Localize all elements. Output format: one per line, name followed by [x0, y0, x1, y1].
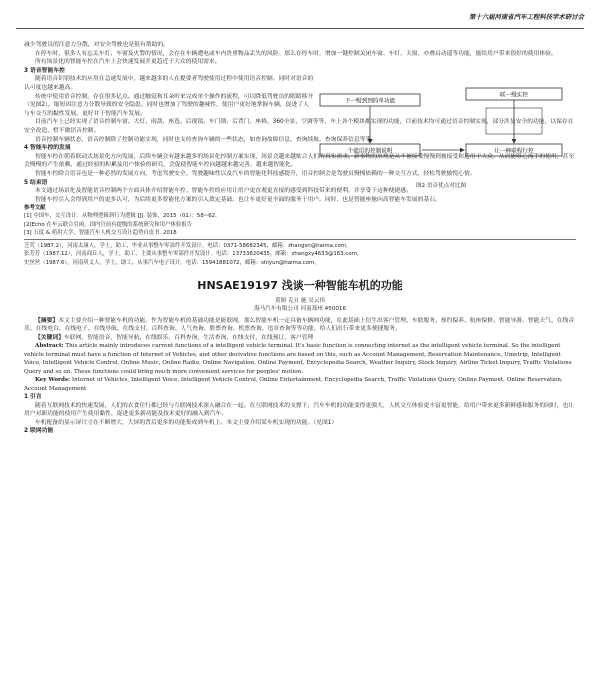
section-3-title: 3 语音智能车控 [24, 67, 65, 74]
section-3-p2: 传统中使用语音控制，存在很多亿点。通过触觉和耳朵听来完成单个操作的流程，可以降低驾驶员的眼睛移开（见图2），缩短因注意力分散导致的安全隐患。同时也增加了驾驶的趣味性，使用户更好地掌握车辆，促进了人与车交互的黏性发展，更好并于智能汽车发展。 [24, 93, 314, 117]
page-content [24, 41, 576, 436]
article-2-authors: 黄图 克且 施 吴云伟 [274, 297, 326, 304]
reference-item: [3] 五度 & 萌用大学，智能汽车人机交互设计趋势自皮书. 2018 [24, 229, 177, 236]
keywords-text: 车联网，智能语音，智能导航，在线娱乐，百科查询，生活查询，在线支付，在线预订，客户管理 [64, 334, 314, 341]
references-title: 参考文献 [24, 205, 46, 212]
section-4-p2: 智能车控除合语音也是一种必然的发展方向，考虑驾驶安全、驾驶趣味性以及汽车的智能化科技感提升，语音控制会是驾驶员慢慢依赖的一种交互方式，轻松驾驶愉悦心情。 [35, 170, 476, 177]
article-2-affiliation: 海马汽车有限公司 河南郑州 450016 [253, 305, 347, 312]
reference-item: [2]Echo 在车云联合引函，国内官前有提级的系统研究和用户体验报告 [24, 221, 192, 228]
section-5-p1: 本文通过场景化及智能语音控制两个方面具体介绍智能车控。智能车控的应用让用户更直观更直接的感受到科技带来的便利，并享受于这种便捷感。 [35, 188, 412, 195]
author-note: 芝荧（1987.2），河南太康人，学士，助工，毕业从事整车零部件开发设计。电话：0371-58682345，邮箱：zhangsn@haima.com。 [24, 243, 352, 250]
abstract-en-label: Abstract: [35, 343, 64, 350]
article-2-abstract-en [24, 342, 576, 376]
intro-line-1: 减少驾驶员的注意力分散，对安全驾驶也是很有帮助的。 [24, 42, 169, 48]
author-note: 张芳芳（1987.12），河南商丘人，学士，助工，主要从事整车零部件开发设计。电话：13733820435，邮箱：zhangxy4633@163.com。 [24, 251, 363, 258]
intro-line-3: 所有场景化的智能车控在汽车上会快速发展并更趋近于大众的使用需求。 [35, 59, 221, 66]
keywords-label: 【关键词】 [35, 334, 64, 341]
keywords-en-label: Key Words: [35, 377, 71, 384]
article-2-section-2-title: 2 联网功能 [24, 428, 54, 435]
figure-2-caption: 图2 语音优点对比图 [415, 183, 467, 189]
section-4-p1: 智能车控在朝着联动式场景化方向发展，后续车辆会有越来越多的场景化控制方案实现，场景会越来越贴合人们的真实需求。新事物的出现是从不被接受慢慢到被接受和适用于大众，从而能够心流手的使用，甚至会慢慢的产生依赖，通过经验的积累及用户体验的研究，会促使智能车控向越越来越完善，越来越智能化。 [24, 153, 575, 169]
article-2-abstract [24, 317, 576, 334]
abstract-label: 【摘要】 [35, 317, 59, 324]
section-4-title: 4 智能车控的发展 [24, 145, 71, 152]
section-5-title: 5 结束语 [24, 179, 48, 186]
keywords-en-text: Internet of Vehicles, Intelligent Voice, Intelligent Vehicle Control, Online Entertainment, Encyclopedia Search, Traffic Violations Query, Online Payment, Online Reservation, Account Management [24, 377, 563, 392]
article-2-section-1-p2: 车机配备的显示屏尺寸在不断增大，大屏的背后更多的功能集成到车机上。本文主要介绍某车机实现的功能。（见图1） [35, 419, 338, 426]
section-3-p1: 随着语音识别技术的应用在急速发展中，越来越多的人在提要者驾驶使用过程中使用语音控制。同时对语音的认可度也越来越高。 [24, 76, 314, 91]
abstract-en-text: This article mainly introduces current functions of a intelligent vehicle terminal. It's basic function is connecting internet as the intelligent vehicle terminal. So the intelligent vehicle terminal must have a function of Internet of Vehicles, and other derivative functions are based on this, such as Account Management, Reservation Maintenance, Umetrip, Intelligent Voice, Intelligent Vehicle Control, Online Music, Online Radio, Online Navigation, Online Payment, Encyclopedia Search, Weather Inquiry, Stock Inquiry, Airline Ticket Inquiry, Traffic Violations Query and so on. These functions could bring much more convenient services for peoples' motion. [24, 343, 572, 375]
divider [24, 239, 576, 240]
article-2-section-1-p1: 随着互联网技术的快速发展，人们的衣食住行都已经与互联网技术深入融合在一起。在互联网技术的支撑下，汽车车机的功能变得更强大，人机交互体验更丰富更智能，给用户带来更多新鲜感和服务的同时，也让用户对新功能的使用产生使用黏性，促进更多新功能及技术更好的融入到汽车。 [24, 402, 575, 418]
box-left-top-label: 下一级到到的单功能 [344, 98, 396, 105]
intro-line-2: 在停车时，很多人有忘关车灯、车窗及火警的情况，会存在车辆遭电或车内贵重物品丢失的风险。那么在停车时，增加一键控制关闭车窗、车灯、天窗、亦叠启动遥等功能，能给用户带来很好的使用体验。 [35, 50, 557, 57]
author-note: 史丝丝（1987.6），河南巩义人，学士，助工，从事汽车电子设计。电话：15941881072，邮箱：shiyun@haima.com。 [24, 259, 320, 266]
reference-item: [1] 中国车，交互设计：从物理逻辑到行为逻辑 [J]. 装饰，2015（01）：58~62. [24, 213, 217, 220]
running-header: 第十六届河南省汽车工程科技学术研讨会 [468, 13, 584, 21]
section-3-p3: 目前汽车上已经实现了语音控制车窗、大灯、雨刮、座选、后视镜、车门锁、后背门、座椅、360全景、空调等等，车上各个模块都实现的功能，目前技术均可通过语音控制实现，部分涉及安全的功能，以保存在安全改造，暂不做语音控制。 [24, 119, 574, 134]
abstract-text: 本文主要介绍一种智能车机的功能。作为智能车机的基础功能是能联网，那么智能车机一定具备车辆网功能，在此基础上衍生出客户管理、车联服务、预约保养、航座保修、智能导游、智能天气、在线音乐、在线电台、在线电子、在线导航、在线支付、百科查询、人气查询、股票查询、机票查询、违章查询等等功能，给人们出行带来更多便捷服务。 [24, 317, 575, 333]
article-2-section-1-title: 1 引言 [24, 393, 42, 400]
author-notes [24, 242, 576, 267]
header-rule [16, 28, 584, 29]
box-right-bottom-label: 让一种联程行控 [494, 148, 534, 155]
references [24, 204, 576, 237]
box-left-bottom-label: 个能语的控制说明 [347, 148, 393, 155]
section-5-p2: 智能车控引入会得到用户的更多认可，为后续更多智能化方案的引入奠定基础。也让车更好更全面的服务于用户。同时，也是智能座舱向高智能车发展的基石。 [35, 196, 441, 203]
article-2-title: HNSAE19197 浅谈一种智能车机的功能 [197, 278, 403, 292]
article-2-keywords [24, 334, 576, 343]
box-right-top-label: 联一级实控 [500, 92, 528, 99]
article-2-keywords-en [24, 376, 576, 393]
section-3-p4: 语音控制车辆状态，语音控制除了控制功能实现，同时也支持查询车辆的一些状态，如查询故障信息、查询续航、查询保养信息等等。 [35, 136, 378, 143]
